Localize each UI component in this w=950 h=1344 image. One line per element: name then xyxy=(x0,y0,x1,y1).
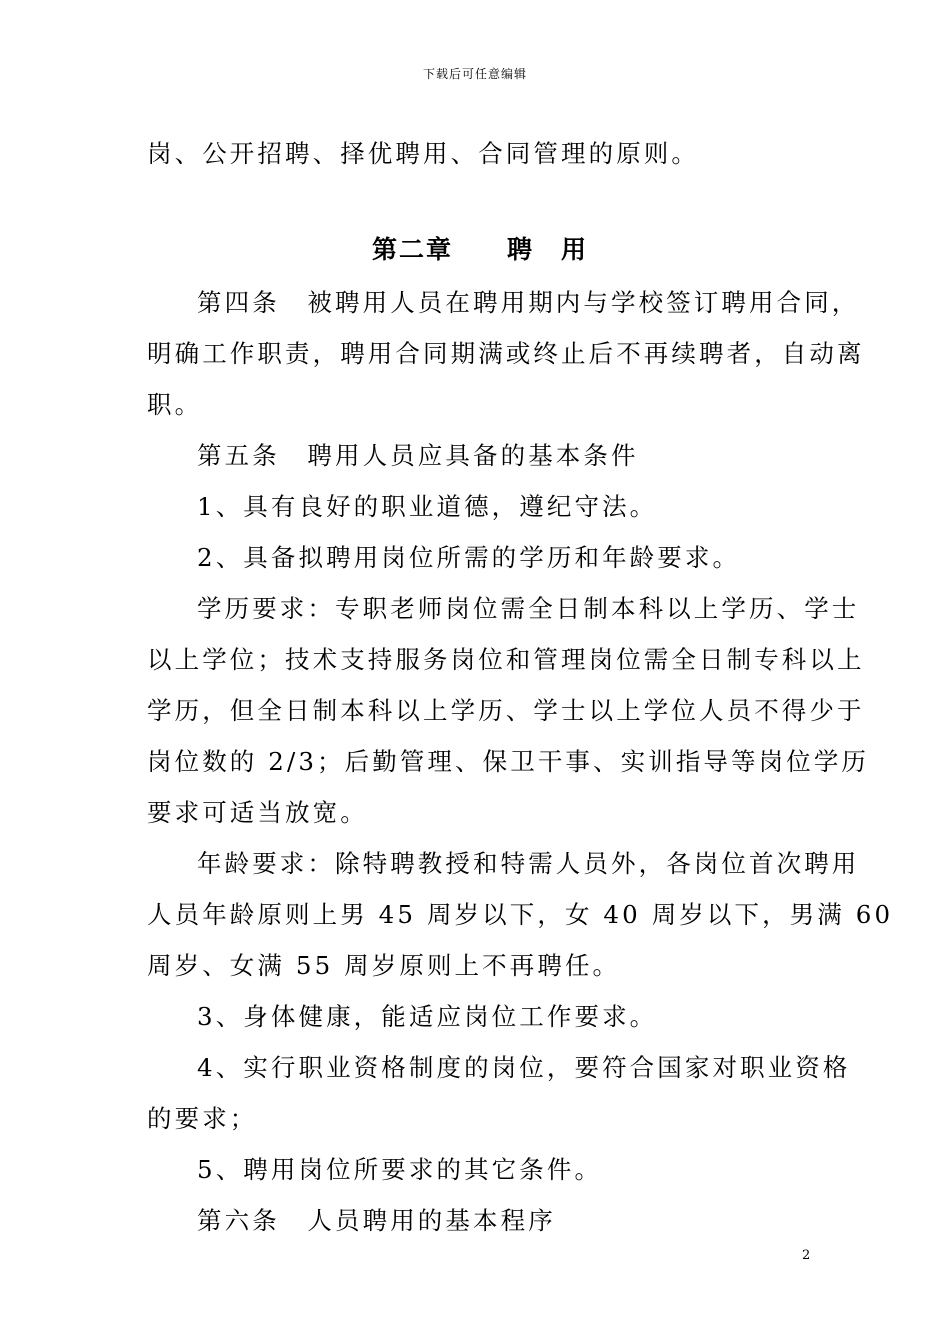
list-item-1: 1、具有良好的职业道德，遵纪守法。 xyxy=(197,492,658,521)
education-requirement-line: 学历要求：专职老师岗位需全日制本科以上学历、学士 xyxy=(197,594,860,623)
article-4-line: 第四条 被聘用人员在聘用期内与学校签订聘用合同， xyxy=(197,288,860,317)
paragraph-line: 明确工作职责，聘用合同期满或终止后不再续聘者，自动离 xyxy=(147,339,865,368)
paragraph-line: 岗、公开招聘、择优聘用、合同管理的原则。 xyxy=(147,139,699,168)
document-body xyxy=(147,128,894,1246)
paragraph-line: 学历，但全日制本科以上学历、学士以上学位人员不得少于 xyxy=(147,696,865,725)
paragraph-line: 以上学位；技术支持服务岗位和管理岗位需全日制专科以上 xyxy=(147,645,865,674)
paragraph-line: 的要求； xyxy=(147,1104,258,1133)
list-item-4: 4、实行职业资格制度的岗位，要符合国家对职业资格 xyxy=(197,1053,851,1082)
paragraph-line: 周岁、女满 55 周岁原则上不再聘任。 xyxy=(147,951,621,980)
chapter-heading: 第二章 聘 用 xyxy=(371,235,588,264)
page-number: 2 xyxy=(802,1248,811,1263)
list-item-3: 3、身体健康，能适应岗位工作要求。 xyxy=(197,1002,658,1031)
paragraph-line: 要求可适当放宽。 xyxy=(147,798,368,827)
page-header-note: 下载后可任意编辑 xyxy=(422,67,527,81)
paragraph-line: 职。 xyxy=(147,390,203,419)
article-6-line: 第六条 人员聘用的基本程序 xyxy=(197,1206,556,1235)
paragraph-line: 人员年龄原则上男 45 周岁以下，女 40 周岁以下，男满 60 xyxy=(147,900,894,929)
age-requirement-line: 年龄要求：除特聘教授和特需人员外，各岗位首次聘用 xyxy=(197,849,860,878)
article-5-line: 第五条 聘用人员应具备的基本条件 xyxy=(197,441,639,470)
list-item-5: 5、聘用岗位所要求的其它条件。 xyxy=(197,1155,603,1184)
list-item-2: 2、具备拟聘用岗位所需的学历和年龄要求。 xyxy=(197,543,741,572)
paragraph-line: 岗位数的 2/3；后勤管理、保卫干事、实训指导等岗位学历 xyxy=(147,747,870,776)
